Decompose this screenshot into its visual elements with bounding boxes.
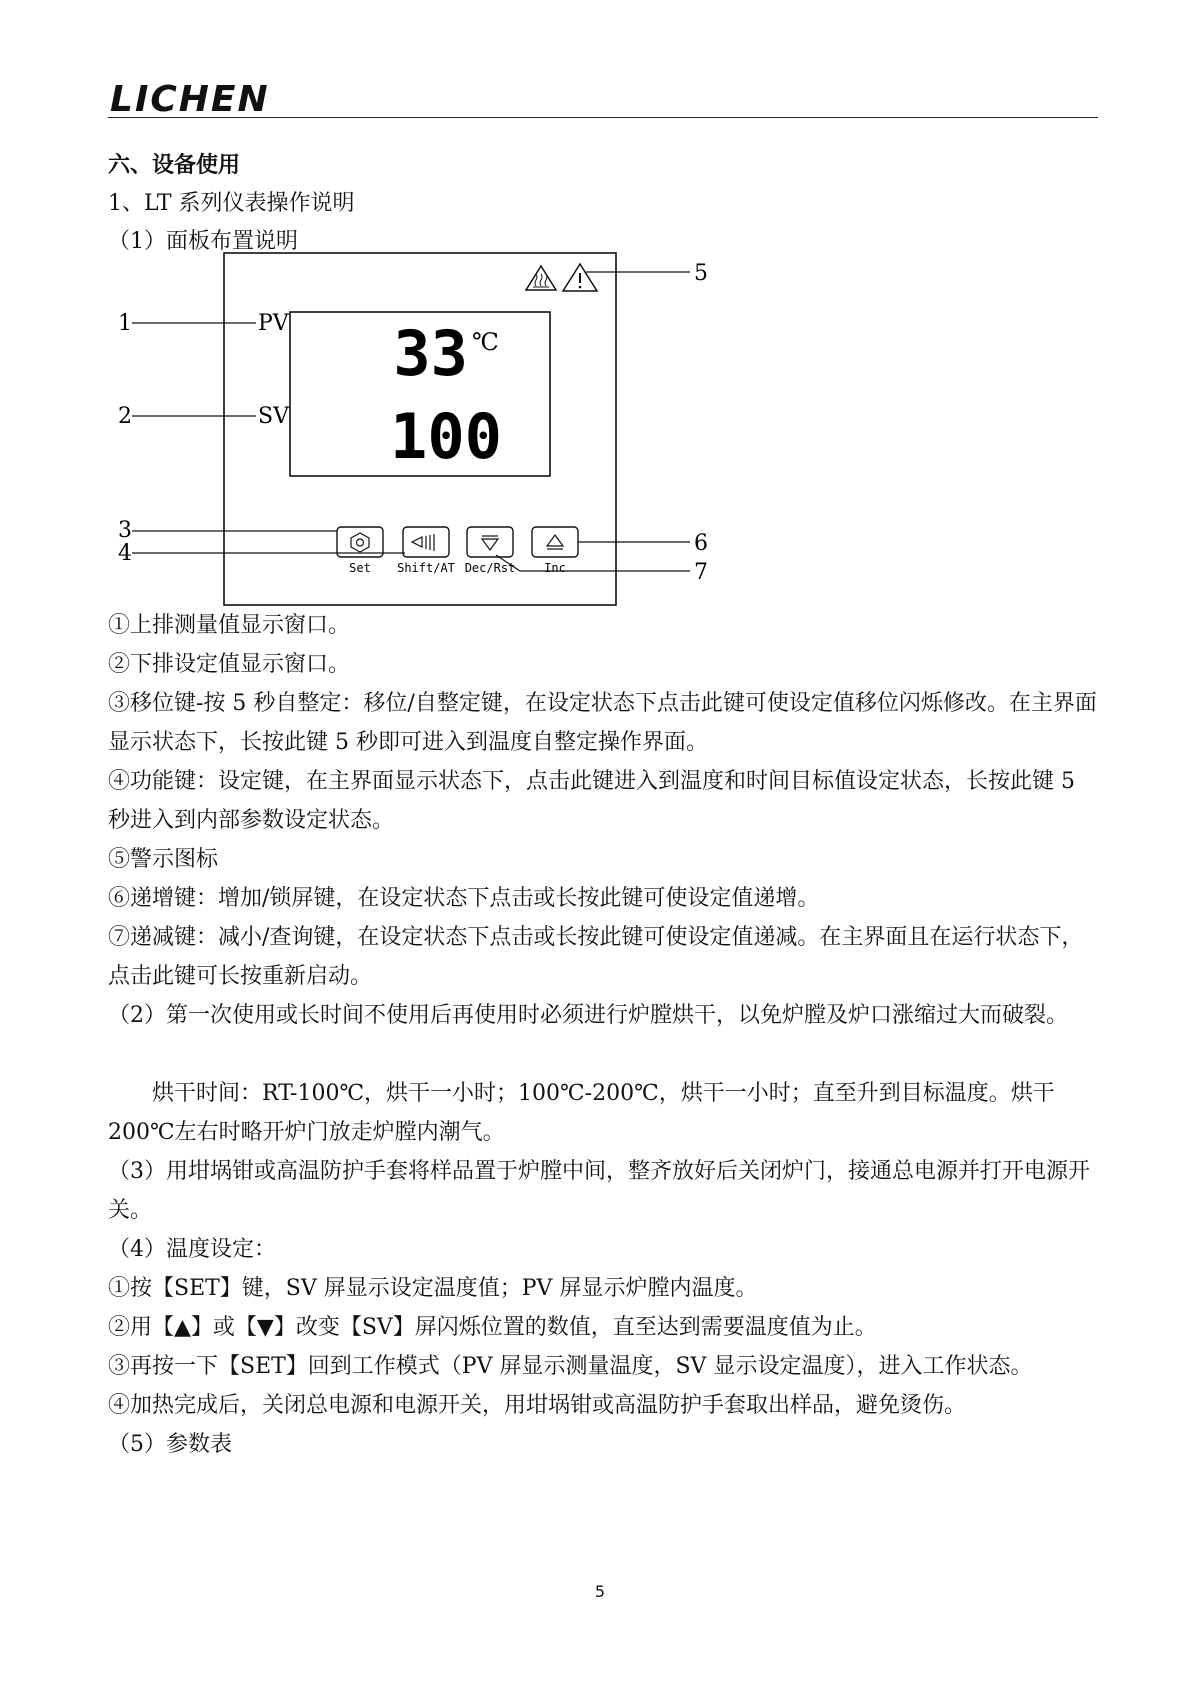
callout-6: 6 [694, 531, 708, 556]
caution-warning-icon [563, 264, 597, 291]
subsection-title: 1、LT 系列仪表操作说明 [108, 191, 355, 216]
set-button-label: Set [349, 561, 371, 575]
callout-3: 3 [118, 518, 132, 543]
pv-label: PV [258, 311, 289, 336]
item-6: ⑥递增键：增加/锁屏键，在设定状态下点击或长按此键可使设定值递增。 [108, 886, 820, 911]
inc-button-label: Inc [544, 561, 566, 575]
hot-surface-warning-icon [526, 266, 556, 290]
sv-label: SV [258, 404, 289, 429]
set-button[interactable] [337, 527, 383, 575]
dec-rst-button-label: Dec/Rst [464, 561, 516, 575]
temp-setting-title: （4）温度设定： [108, 1237, 276, 1262]
callout-line-7 [496, 555, 690, 571]
item-7: ⑦递减键：减小/查询键，在设定状态下点击或长按此键可使设定值递减。在主界面且在运行状态下，点击此键可长按重新启动。 [108, 925, 1084, 989]
item-5: ⑤警示图标 [108, 847, 219, 872]
item-1: ①上排测量值显示窗口。 [108, 613, 351, 638]
item-4: ④功能键：设定键，在主界面显示状态下，点击此键进入到温度和时间目标值设定状态，长按此键 5 秒进入到内部参数设定状态。 [108, 769, 1075, 833]
param-table-title: （5）参数表 [108, 1432, 232, 1457]
dec-rst-button[interactable] [465, 527, 516, 575]
callout-5: 5 [694, 261, 708, 286]
callout-4: 4 [118, 541, 132, 566]
step-1: ①按【SET】键，SV 屏显示设定温度值；PV 屏显示炉膛内温度。 [108, 1276, 758, 1301]
inc-button[interactable] [532, 527, 578, 575]
brand-logo: LICHEN [110, 79, 270, 120]
header-divider [108, 117, 1098, 118]
item-2: ②下排设定值显示窗口。 [108, 652, 351, 677]
pv-unit: ℃ [472, 328, 499, 356]
callout-1: 1 [118, 311, 132, 336]
section-title: 六、设备使用 [108, 153, 241, 178]
callout-7: 7 [694, 560, 708, 585]
shift-at-button[interactable] [397, 527, 455, 575]
step-2: ②用【▲】或【▼】改变【SV】屏闪烁位置的数值，直至达到需要温度值为止。 [108, 1315, 877, 1340]
step-3: ③再按一下【SET】回到工作模式（PV 屏显示测量温度，SV 显示设定温度），进入工作状态。 [108, 1354, 1033, 1379]
para-sample: （3）用坩埚钳或高温防护手套将样品置于炉膛中间，整齐放好后关闭炉门，接通总电源并打开电源开关。 [108, 1159, 1091, 1223]
callout-2: 2 [118, 404, 132, 429]
para-drying-detail: 烘干时间：RT-100℃，烘干一小时；100℃-200℃，烘干一小时；直至升到目标温度。烘干 200℃左右时略开炉门放走炉膛内潮气。 [108, 1081, 1055, 1145]
panel-layout-diagram [0, 240, 760, 610]
shift-at-button-label: Shift/AT [397, 561, 455, 575]
pv-value: 33 [393, 317, 468, 390]
panel-caption: （1）面板布置说明 [108, 229, 298, 254]
para-drying: （2）第一次使用或长时间不使用后再使用时必须进行炉膛烘干，以免炉膛及炉口涨缩过大而破裂。 [108, 1003, 1069, 1028]
step-4: ④加热完成后，关闭总电源和电源开关，用坩埚钳或高温防护手套取出样品，避免烫伤。 [108, 1393, 967, 1418]
sv-value: 100 [390, 400, 502, 473]
item-3: ③移位键-按 5 秒自整定：移位/自整定键，在设定状态下点击此键可使设定值移位闪烁修改。在主界面显示状态下，长按此键 5 秒即可进入到温度自整定操作界面。 [108, 691, 1097, 755]
page-number: 5 [594, 1582, 606, 1601]
